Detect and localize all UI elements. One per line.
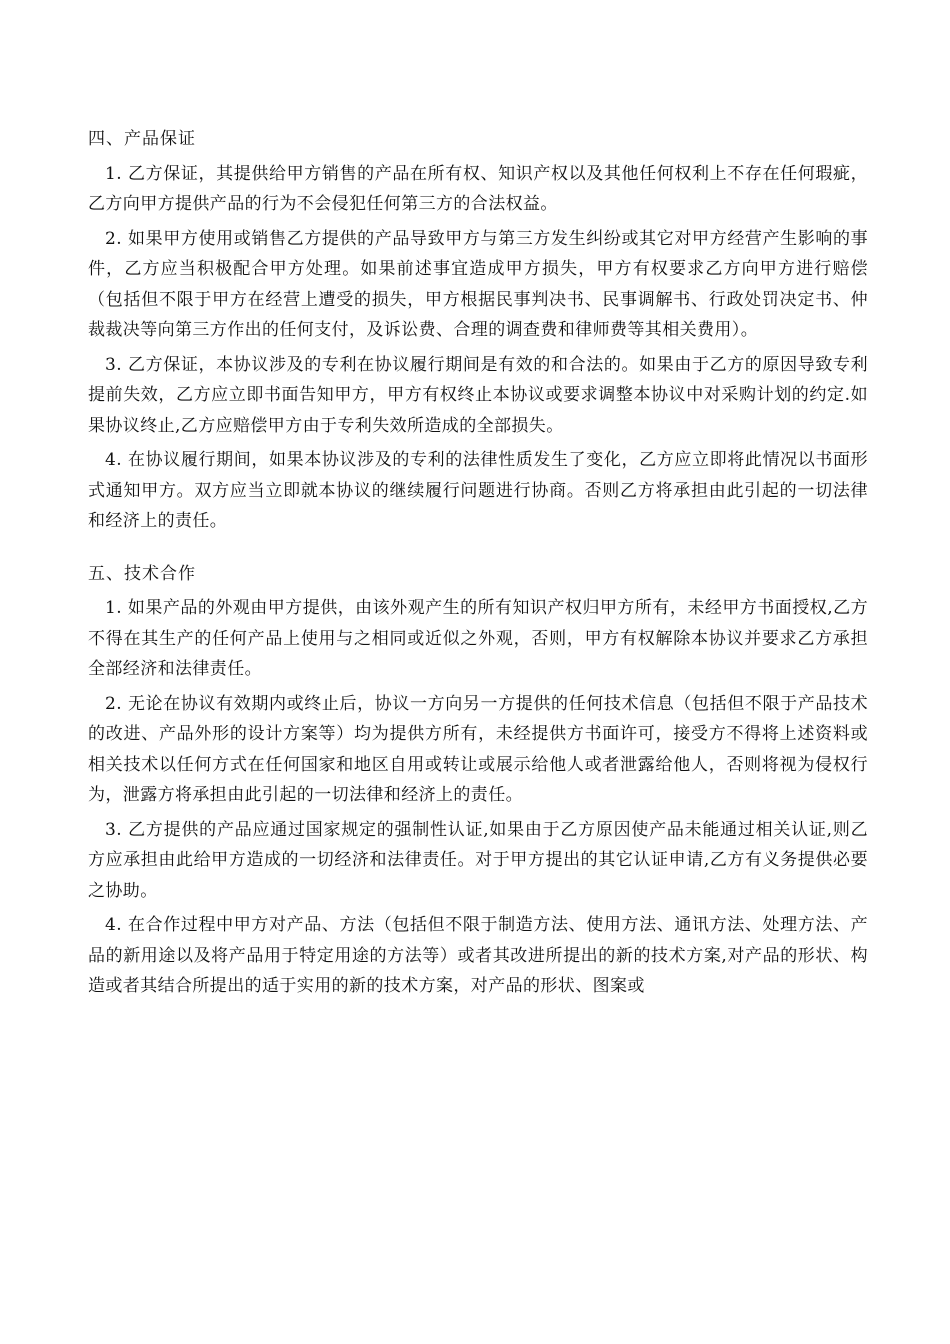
clause-paragraph: 2. 如果甲方使用或销售乙方提供的产品导致甲方与第三方发生纠纷或其它对甲方经营产生影响的事件，乙方应当积极配合甲方处理。如果前述事宜造成甲方损失，甲方有权要求乙方向甲方进行赔偿（包括但不限于甲方在经营上遭受的损失，甲方根据民事判决书、民事调解书、行政处罚决定书、仲裁裁决等向第三方作出的任何支付，及诉讼费、合理的调查费和律师费等其相关费用）。 [88, 228, 868, 340]
section-technical-cooperation [88, 559, 868, 1002]
clause-paragraph: 4. 在合作过程中甲方对产品、方法（包括但不限于制造方法、使用方法、通讯方法、处理方法、产品的新用途以及将产品用于特定用途的方法等）或者其改进所提出的新的技术方案,对产品的形状、构造或者其结合所提出的适于实用的新的技术方案，对产品的形状、图案或 [88, 915, 868, 996]
clause-paragraph: 3. 乙方提供的产品应通过国家规定的强制性认证,如果由于乙方原因使产品未能通过相关认证,则乙方应承担由此给甲方造成的一切经济和法律责任。对于甲方提出的其它认证申请,乙方有义务提供必要之协助。 [88, 819, 868, 901]
clause-paragraph: 4. 在协议履行期间，如果本协议涉及的专利的法律性质发生了变化，乙方应立即将此情况以书面形式通知甲方。双方应当立即就本协议的继续履行问题进行协商。否则乙方将承担由此引起的一切法律和经济上的责任。 [88, 450, 868, 531]
document-page [88, 124, 868, 1002]
section-title: 五、技术合作 [88, 563, 196, 584]
clause-paragraph: 2. 无论在协议有效期内或终止后，协议一方向另一方提供的任何技术信息（包括但不限于产品技术的改进、产品外形的设计方案等）均为提供方所有，未经提供方书面许可，接受方不得将上述资料或相关技术以任何方式在任何国家和地区自用或转让或展示给他人或者泄露给他人，否则将视为侵权行为，泄露方将承担由此引起的一切法律和经济上的责任。 [88, 693, 868, 805]
clause-paragraph: 1. 如果产品的外观由甲方提供，由该外观产生的所有知识产权归甲方所有，未经甲方书面授权,乙方不得在其生产的任何产品上使用与之相同或近似之外观，否则，甲方有权解除本协议并要求乙方承担全部经济和法律责任。 [88, 598, 868, 679]
section-product-warranty [88, 124, 868, 537]
clause-paragraph: 1. 乙方保证，其提供给甲方销售的产品在所有权、知识产权以及其他任何权利上不存在任何瑕疵，乙方向甲方提供产品的行为不会侵犯任何第三方的合法权益。 [88, 163, 868, 214]
section-title: 四、产品保证 [88, 129, 196, 149]
clause-paragraph: 3. 乙方保证，本协议涉及的专利在协议履行期间是有效的和合法的。如果由于乙方的原因导致专利提前失效，乙方应立即书面告知甲方，甲方有权终止本协议或要求调整本协议中对采购计划的约定.如果协议终止,乙方应赔偿甲方由于专利失效所造成的全部损失。 [88, 354, 868, 436]
